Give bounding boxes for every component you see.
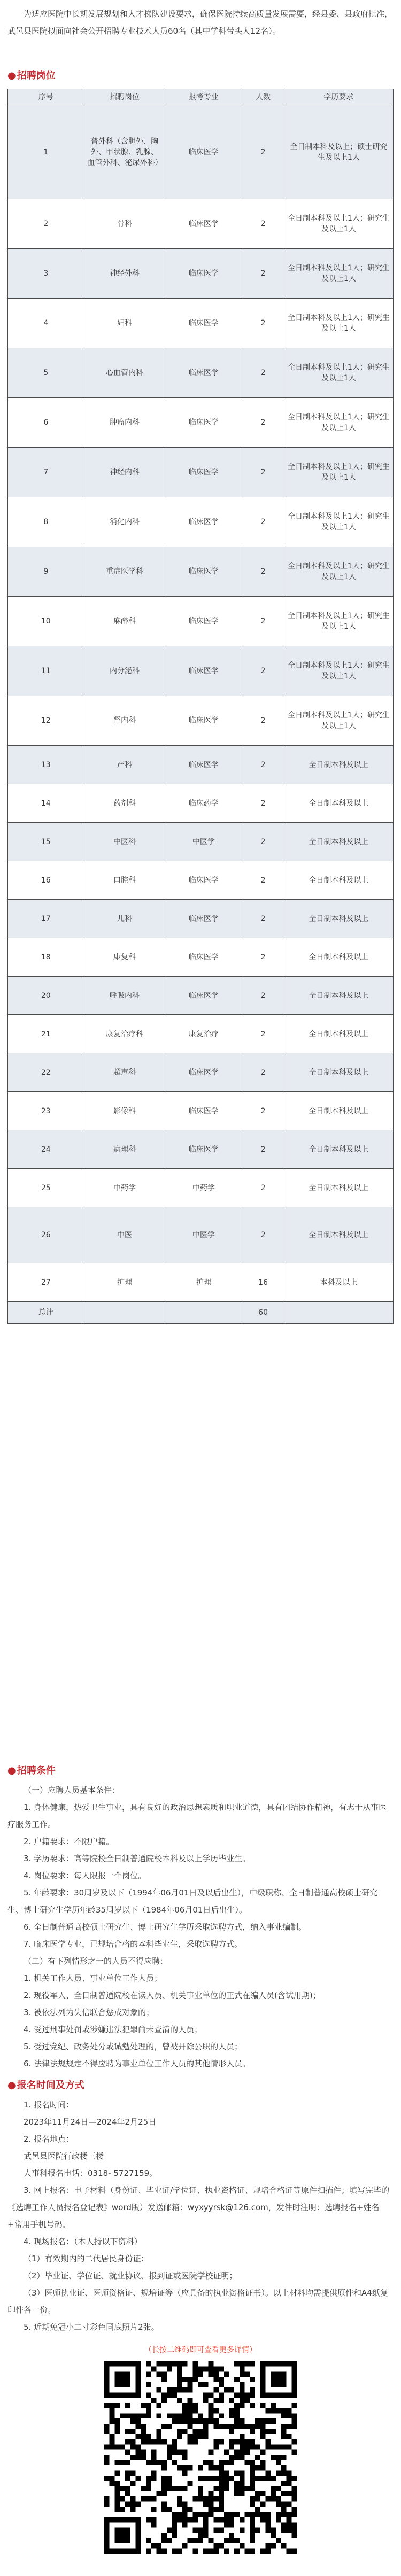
cell-count: 2 (242, 1053, 284, 1092)
cell-major: 临床医学 (165, 1092, 242, 1130)
cell-no: 7 (8, 448, 84, 497)
registration-line: 3. 网上报名：电子材料（身份证、毕业证/学位证、执业资格证、规培合格证等原件扫描件；填写完毕的《选聘工作人员报名登记表》word版）发送邮箱：wyxyyrsk@126.com，发件时注明：选聘报名+姓名+常用手机号码。 (7, 2185, 390, 2229)
cell-degree: 全日制本科及以上 (284, 784, 393, 823)
table-row (8, 1130, 394, 1169)
table-row (8, 861, 394, 900)
condition-line: 6. 法律法规规定不得应聘为事业单位工作人员的其他情形人员。 (24, 2059, 251, 2068)
condition-line: 4. 受过刑事处罚或涉嫌违法犯罪尚未查清的人员； (24, 2025, 203, 2034)
bullet-icon: ● (7, 1765, 16, 1776)
cell-no: 23 (8, 1092, 84, 1130)
condition-line: （一）应聘人员基本条件： (24, 1785, 120, 1795)
cell-count: 2 (242, 547, 284, 597)
cell-major: 临床医学 (165, 299, 242, 348)
cell-major: 临床医学 (165, 249, 242, 299)
cell-major: 临床医学 (165, 199, 242, 249)
cell-position: 儿科 (84, 900, 165, 938)
cell-major: 临床医学 (165, 547, 242, 597)
cell-position: 神经外科 (84, 249, 165, 299)
cell-degree (284, 1302, 393, 1324)
table-row (8, 1207, 394, 1263)
table-row (8, 547, 394, 597)
bullet-icon: ● (7, 70, 16, 81)
registration-text (7, 2096, 394, 2336)
cell-position: 药剂科 (84, 784, 165, 823)
cell-no: 3 (8, 249, 84, 299)
cell-position: 肿瘤内科 (84, 398, 165, 448)
cell-degree: 全日制本科及以上；硕士研究生及以上1人 (284, 105, 393, 199)
table-row (8, 977, 394, 1015)
cell-degree: 全日制本科及以上 (284, 1130, 393, 1169)
cell-degree: 本科及以上 (284, 1263, 393, 1302)
registration-line: 4. 现场报名：（本人持以下资料） (24, 2237, 142, 2246)
table-row (8, 746, 394, 784)
bullet-icon: ● (7, 2080, 16, 2091)
cell-count: 2 (242, 784, 284, 823)
cell-count: 2 (242, 823, 284, 861)
cell-major: 临床医学 (165, 1130, 242, 1169)
cell-position: 病理科 (84, 1130, 165, 1169)
cell-count: 2 (242, 249, 284, 299)
cell-no: 24 (8, 1130, 84, 1169)
cell-major: 临床医学 (165, 977, 242, 1015)
cell-position: 骨科 (84, 199, 165, 249)
table-row (8, 784, 394, 823)
cell-degree: 全日制本科及以上 (284, 1092, 393, 1130)
cell-degree: 全日制本科及以上1人；研究生及以上1人 (284, 547, 393, 597)
cell-count: 2 (242, 448, 284, 497)
cell-count: 2 (242, 299, 284, 348)
cell-no: 1 (8, 105, 84, 199)
header-degree: 学历要求 (284, 89, 393, 105)
header-no: 序号 (8, 89, 84, 105)
condition-line: 5. 受过党纪、政务处分或诫勉处理的，曾被开除公职的人员； (24, 2042, 243, 2051)
registration-line: 2023年11月24日—2024年2月25日 (24, 2117, 157, 2127)
conditions-text (7, 1782, 394, 2072)
cell-position: 心血管内科 (84, 348, 165, 398)
registration-line: 武邑县医院行政楼三楼 (24, 2151, 104, 2161)
cell-degree: 全日制本科及以上 (284, 900, 393, 938)
table-row (8, 348, 394, 398)
section-heading-conditions (7, 1763, 56, 1777)
cell-no: 13 (8, 746, 84, 784)
cell-no: 27 (8, 1263, 84, 1302)
cell-no: 11 (8, 646, 84, 696)
cell-position: 肾内科 (84, 696, 165, 746)
cell-position: 重症医学科 (84, 547, 165, 597)
cell-count: 16 (242, 1263, 284, 1302)
cell-count: 2 (242, 398, 284, 448)
condition-line: 1. 机关工作人员、事业单位工作人员； (24, 1973, 163, 1983)
cell-degree: 全日制本科及以上 (284, 823, 393, 861)
table-row (8, 938, 394, 977)
cell-no: 4 (8, 299, 84, 348)
table-row (8, 299, 394, 348)
cell-count: 2 (242, 746, 284, 784)
cell-position: 影像科 (84, 1092, 165, 1130)
condition-line: 1. 身体健康，热爱卫生事业，具有良好的政治思想素质和职业道德，具有团结协作精神，有志于从事医疗服务工作。 (7, 1802, 387, 1829)
cell-position: 康复治疗科 (84, 1015, 165, 1053)
cell-no: 20 (8, 977, 84, 1015)
cell-position: 普外科（含胆外、胸外、甲状腺、乳腺、血管外科、泌尿外科） (84, 105, 165, 199)
cell-position: 神经内科 (84, 448, 165, 497)
cell-count: 2 (242, 348, 284, 398)
cell-no: 12 (8, 696, 84, 746)
registration-line: 5. 近期免冠小二寸彩色同底照片2张。 (24, 2322, 159, 2332)
cell-major: 中医学 (165, 1207, 242, 1263)
table-row (8, 1263, 394, 1302)
cell-major: 护理 (165, 1263, 242, 1302)
section-heading-positions (7, 68, 56, 82)
cell-degree: 全日制本科及以上 (284, 746, 393, 784)
cell-position: 中医 (84, 1207, 165, 1263)
cell-position: 妇科 (84, 299, 165, 348)
cell-major: 中医学 (165, 823, 242, 861)
header-position: 招聘岗位 (84, 89, 165, 105)
table-row (8, 1302, 394, 1324)
cell-major: 临床医学 (165, 105, 242, 199)
cell-major: 临床医学 (165, 398, 242, 448)
table-row (8, 105, 394, 199)
condition-line: （二）有下列情形之一的人员不得应聘： (24, 1956, 168, 1966)
cell-no: 8 (8, 497, 84, 547)
qr-notice: （长按二维码即可查看更多详情） (144, 2346, 257, 2354)
cell-position: 麻醉科 (84, 597, 165, 646)
cell-degree: 全日制本科及以上1人；研究生及以上1人 (284, 497, 393, 547)
cell-position: 中药学 (84, 1169, 165, 1207)
table-row (8, 597, 394, 646)
table-row (8, 1092, 394, 1130)
section-heading-registration (7, 2078, 84, 2091)
cell-no: 2 (8, 199, 84, 249)
cell-no: 10 (8, 597, 84, 646)
cell-count: 2 (242, 199, 284, 249)
qr-code-icon[interactable] (104, 2361, 297, 2554)
cell-degree: 全日制本科及以上1人；研究生及以上1人 (284, 696, 393, 746)
cell-major: 临床医学 (165, 696, 242, 746)
condition-line: 6. 全日制普通高校硕士研究生、博士研究生学历采取选聘方式，纳入事业编制。 (24, 1922, 307, 1932)
cell-count: 2 (242, 105, 284, 199)
cell-position (84, 1302, 165, 1324)
cell-count: 2 (242, 900, 284, 938)
table-row (8, 823, 394, 861)
cell-no: 22 (8, 1053, 84, 1092)
cell-no: 14 (8, 784, 84, 823)
table-row (8, 1169, 394, 1207)
cell-count: 2 (242, 861, 284, 900)
cell-position: 产科 (84, 746, 165, 784)
cell-major: 临床医学 (165, 448, 242, 497)
cell-degree: 全日制本科及以上 (284, 1015, 393, 1053)
cell-position: 呼吸内科 (84, 977, 165, 1015)
cell-degree: 全日制本科及以上 (284, 1207, 393, 1263)
cell-count: 60 (242, 1302, 284, 1324)
cell-no: 5 (8, 348, 84, 398)
cell-degree: 全日制本科及以上 (284, 861, 393, 900)
cell-no: 6 (8, 398, 84, 448)
section-heading-label: 招聘条件 (17, 1765, 56, 1776)
cell-position: 康复科 (84, 938, 165, 977)
table-row (8, 448, 394, 497)
condition-line: 3. 学历要求：高等院校全日制普通院校本科及以上学历毕业生。 (24, 1854, 251, 1863)
cell-degree: 全日制本科及以上 (284, 977, 393, 1015)
cell-degree: 全日制本科及以上 (284, 938, 393, 977)
cell-count: 2 (242, 597, 284, 646)
cell-major: 临床医学 (165, 597, 242, 646)
header-major: 报考专业 (165, 89, 242, 105)
cell-major: 临床药学 (165, 784, 242, 823)
table-row (8, 696, 394, 746)
registration-line: （3）医师执业证、医师资格证、规培证等（应具备的执业资格证书）。以上材料均需提供原件和A4纸复印件各一份。 (7, 2288, 388, 2315)
cell-count: 2 (242, 696, 284, 746)
table-row (8, 646, 394, 696)
cell-no: 21 (8, 1015, 84, 1053)
intro-paragraph: 为适应医院中长期发展规划和人才梯队建设要求，确保医院持续高质量发展需要，经县委、县政府批准，武邑县医院拟面向社会公开招聘专业技术人员60名（其中学科带头人12名）。 (7, 9, 393, 36)
cell-count: 2 (242, 1130, 284, 1169)
cell-position: 护理 (84, 1263, 165, 1302)
section-heading-label: 报名时间及方式 (17, 2080, 84, 2091)
cell-position: 超声科 (84, 1053, 165, 1092)
cell-count: 2 (242, 497, 284, 547)
cell-degree: 全日制本科及以上1人；研究生及以上1人 (284, 597, 393, 646)
condition-line: 2. 现役军人、全日制普通院校在读人员、机关事业单位的正式在编人员(含试用期)； (24, 1990, 321, 2000)
cell-no: 15 (8, 823, 84, 861)
cell-no: 9 (8, 547, 84, 597)
registration-line: 1. 报名时间： (24, 2100, 74, 2110)
cell-position: 中医科 (84, 823, 165, 861)
cell-count: 2 (242, 938, 284, 977)
cell-count: 2 (242, 1169, 284, 1207)
cell-major: 临床医学 (165, 938, 242, 977)
cell-no: 25 (8, 1169, 84, 1207)
table-row (8, 398, 394, 448)
cell-major: 临床医学 (165, 1053, 242, 1092)
cell-major: 临床医学 (165, 746, 242, 784)
cell-degree: 全日制本科及以上 (284, 1053, 393, 1092)
cell-degree: 全日制本科及以上1人；研究生及以上1人 (284, 249, 393, 299)
cell-major: 临床医学 (165, 348, 242, 398)
cell-count: 2 (242, 1092, 284, 1130)
cell-degree: 全日制本科及以上1人；研究生及以上1人 (284, 448, 393, 497)
condition-line: 3. 被依法列为失信联合惩戒对象的； (24, 2008, 155, 2017)
cell-no: 16 (8, 861, 84, 900)
cell-position: 消化内科 (84, 497, 165, 547)
table-row (8, 249, 394, 299)
cell-no: 17 (8, 900, 84, 938)
table-row (8, 1015, 394, 1053)
cell-count: 2 (242, 977, 284, 1015)
cell-position: 内分泌科 (84, 646, 165, 696)
cell-degree: 全日制本科及以上1人；研究生及以上1人 (284, 646, 393, 696)
table-row (8, 1053, 394, 1092)
registration-line: 人事科报名电话：0318- 5727159。 (24, 2168, 158, 2178)
table-header-row (8, 89, 394, 105)
cell-position: 口腔科 (84, 861, 165, 900)
cell-major: 中药学 (165, 1169, 242, 1207)
cell-degree: 全日制本科及以上1人；研究生及以上1人 (284, 199, 393, 249)
condition-line: 7. 临床医学专业，已规培合格的本科毕业生，采取选聘方式。 (24, 1939, 243, 1949)
table-row (8, 900, 394, 938)
cell-no: 18 (8, 938, 84, 977)
jobs-table (7, 89, 394, 1324)
cell-no: 26 (8, 1207, 84, 1263)
registration-line: （1）有效期内的二代居民身份证； (24, 2254, 149, 2263)
table-row (8, 199, 394, 249)
cell-degree: 全日制本科及以上 (284, 1169, 393, 1207)
section-heading-label: 招聘岗位 (17, 70, 56, 81)
cell-major: 临床医学 (165, 900, 242, 938)
cell-count: 2 (242, 1015, 284, 1053)
cell-major: 临床医学 (165, 646, 242, 696)
registration-line: 2. 报名地点： (24, 2134, 74, 2144)
registration-line: （2）毕业证、学位证、就业协议、报到证或医院学校证明； (24, 2271, 237, 2281)
cell-count: 2 (242, 646, 284, 696)
condition-line: 2. 户籍要求：不限户籍。 (24, 1837, 114, 1846)
cell-degree: 全日制本科及以上1人；研究生及以上1人 (284, 398, 393, 448)
condition-line: 4. 岗位要求：每人限报一个岗位。 (24, 1871, 146, 1880)
cell-degree: 全日制本科及以上1人；研究生及以上1人 (284, 348, 393, 398)
cell-degree: 全日制本科及以上1人；研究生及以上1人 (284, 299, 393, 348)
cell-no: 总计 (8, 1302, 84, 1324)
cell-major: 康复治疗 (165, 1015, 242, 1053)
cell-major (165, 1302, 242, 1324)
cell-count: 2 (242, 1207, 284, 1263)
header-count: 人数 (242, 89, 284, 105)
cell-major: 临床医学 (165, 861, 242, 900)
cell-major: 临床医学 (165, 497, 242, 547)
condition-line: 5. 年龄要求：30周岁及以下（1994年06月01日及以后出生），中级职称、全日制普通高校硕士研究生、博士研究生学历年龄35周岁以下（1984年06月01日后出生）。 (7, 1888, 378, 1915)
table-row (8, 497, 394, 547)
